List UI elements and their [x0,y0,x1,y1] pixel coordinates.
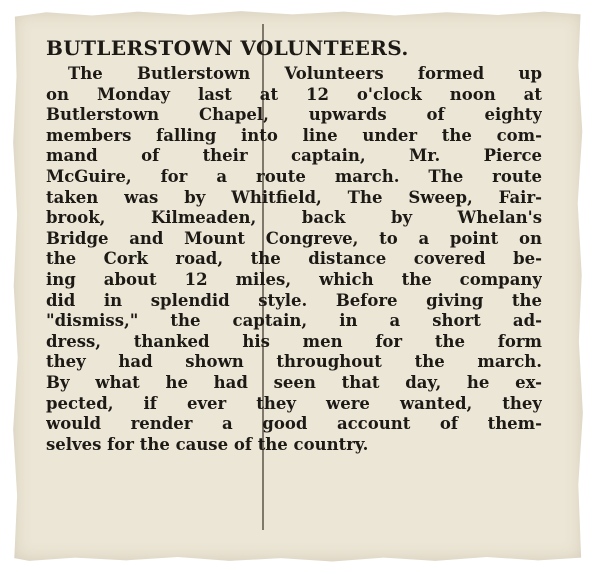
article-line: By what he had seen that day, he ex- [46,372,542,392]
article-line: Butlerstown Chapel, upwards of eighty [46,105,542,125]
article-line: they had shown throughout the march. [46,352,542,372]
article-line: members falling into line under the com- [46,125,542,145]
article-line: mand of their captain, Mr. Pierce [46,146,542,166]
article-line: would render a good account of them- [46,414,542,434]
article-line: pected, if ever they were wanted, they [46,393,542,413]
article-line: dress, thanked his men for the form [46,331,542,351]
article-line: taken was by Whitfield, The Sweep, Fair- [46,187,542,207]
article-line: Bridge and Mount Congreve, to a point on [46,228,542,248]
article-line: selves for the cause of the country. [46,434,369,454]
article-line: brook, Kilmeaden, back by Whelan's [46,208,542,228]
article-line: did in splendid style. Before giving the [46,290,542,310]
article-line: on Monday last at 12 o'clock noon at [46,84,542,104]
article [46,36,542,455]
article-line: McGuire, for a route march. The route [46,166,542,186]
article-headline: BUTLERSTOWN VOLUNTEERS. [46,36,409,60]
article-line: the Cork road, the distance covered be- [46,249,542,269]
article-line: "dismiss," the captain, in a short ad- [46,311,542,331]
article-line: The Butlerstown Volunteers formed up [68,64,542,83]
article-line: ing about 12 miles, which the company [46,269,542,289]
